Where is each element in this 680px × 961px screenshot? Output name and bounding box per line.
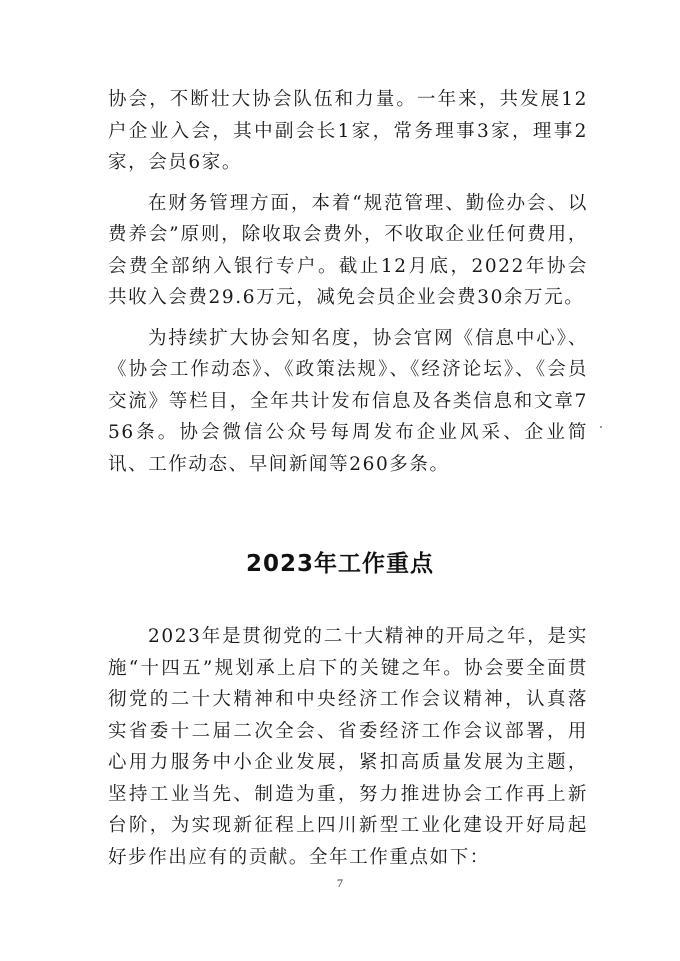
paragraph-2023-overview: 2023年是贯彻党的二十大精神的开局之年，是实施“十四五”规划承上启下的关键之年。协会要全面贯彻党的二十大精神和中央经济工作会议精神，认真落实省委十二届二次全会、省委经济工作会议部署，用心用力服务中小企业发展，紧扣高质量发展为主题，坚持工业当先、制造为重，努力推进协会工作再上新台阶，为实现新征程上四川新型工业化建设开好局起好步作出应有的贡献。全年工作重点如下： bbox=[108, 626, 588, 868]
body-text-top bbox=[108, 84, 588, 489]
scan-speck bbox=[600, 426, 602, 428]
paragraph-membership: 协会，不断壮大协会队伍和力量。一年来，共发展12户企业入会，其中副会长1家，常务理事3家，理事2家，会员6家。 bbox=[108, 89, 588, 173]
section-heading: 2023年工作重点 bbox=[245, 551, 434, 577]
body-text-bottom bbox=[108, 621, 588, 882]
page-number: 7 bbox=[337, 876, 343, 890]
paragraph-finance: 在财务管理方面，本着“规范管理、勤俭办会、以费养会”原则，除收取会费外，不收取企业任何费用，会费全部纳入银行专户。截止12月底，2022年协会共收入会费29.6万元，减免会员企业会费30余万元。 bbox=[108, 192, 588, 308]
paragraph-publicity: 为持续扩大协会知名度，协会官网《信息中心》、《协会工作动态》、《政策法规》、《经济论坛》、《会员交流》等栏目，全年共计发布信息及各类信息和文章756条。协会微信公众号每周发布企业风采、企业简讯、工作动态、早间新闻等260多条。 bbox=[108, 327, 588, 475]
